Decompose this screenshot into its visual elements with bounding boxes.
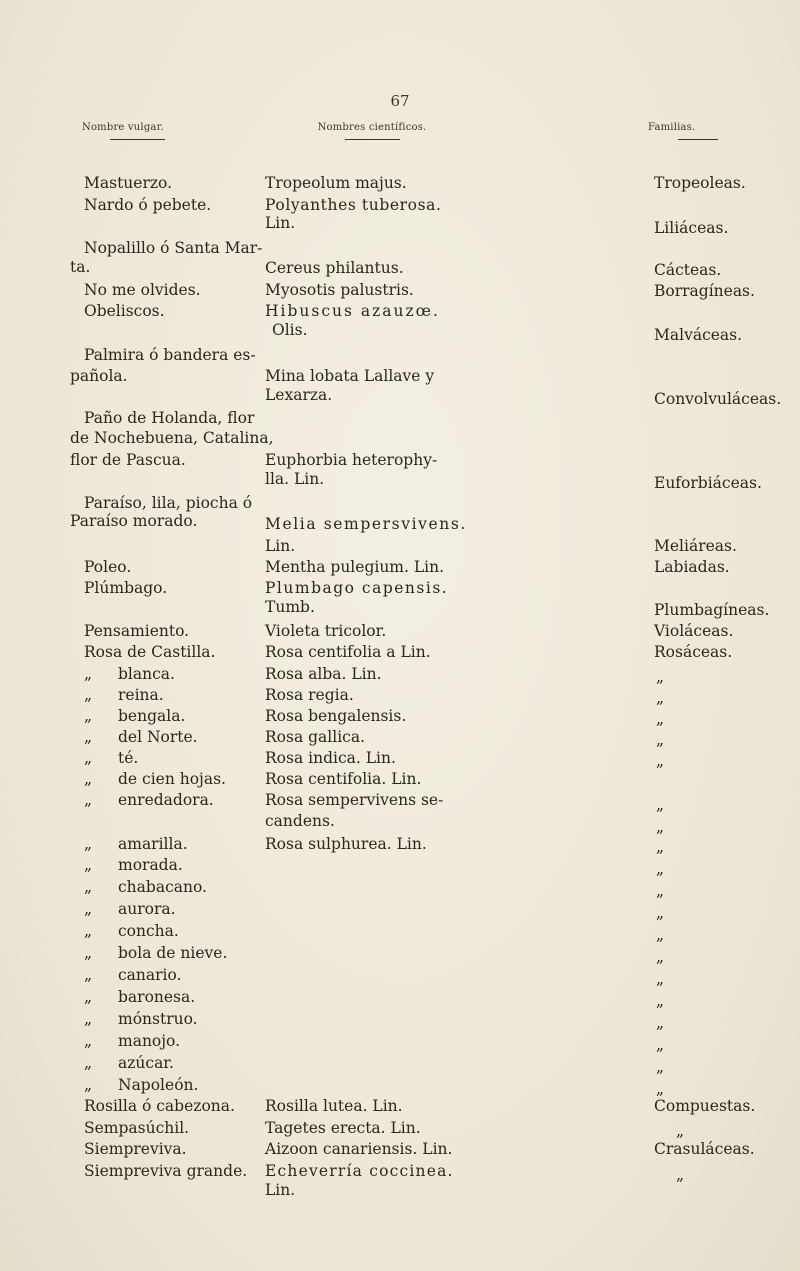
scientific-name: Tropeolum majus. [265, 174, 407, 192]
family-name: Cácteas. [654, 261, 722, 279]
variety-name: manojo. [118, 1032, 181, 1050]
scientific-name: Rosa centifolia. Lin. [265, 770, 422, 788]
scientific-name: Mentha pulegium. Lin. [265, 558, 445, 576]
common-name: Nardo ó pebete. [84, 196, 212, 214]
common-name-cont: de Nochebuena, Catalina, [70, 429, 274, 447]
ditto-mark: „ [84, 835, 93, 853]
family-name: Crasuláceas. [654, 1140, 755, 1158]
variety-name: bengala. [118, 707, 186, 725]
variety-name: canario. [118, 966, 182, 984]
family-name: Malváceas. [654, 326, 743, 344]
common-name: Paraíso, lila, piocha ó [84, 494, 253, 512]
scientific-name-cont: lla. Lin. [265, 470, 325, 488]
ditto-mark: „ [656, 926, 665, 944]
scientific-name: Plumbago capensis. [265, 579, 449, 597]
family-name: Meliáreas. [654, 537, 737, 555]
scientific-name: Euphorbia heterophy- [265, 451, 438, 469]
ditto-mark: „ [676, 1122, 685, 1140]
ditto-mark: „ [656, 689, 665, 707]
ditto-mark: „ [84, 1054, 93, 1072]
common-name-cont: pañola. [70, 367, 128, 385]
ditto-mark: „ [84, 944, 93, 962]
variety-name: mónstruo. [118, 1010, 198, 1028]
family-name: Rosáceas. [654, 643, 733, 661]
ditto-mark: „ [84, 728, 93, 746]
common-name: Plúmbago. [84, 579, 168, 597]
scientific-name-cont: Tumb. [265, 598, 315, 616]
variety-name: té. [118, 749, 139, 767]
scientific-name-cont: Lin. [265, 1181, 296, 1199]
scientific-name: Rosilla lutea. Lin. [265, 1097, 403, 1115]
common-name: Poleo. [84, 558, 132, 576]
ditto-mark: „ [656, 904, 665, 922]
ditto-mark: „ [84, 900, 93, 918]
variety-name: azúcar. [118, 1054, 174, 1072]
scientific-name: Echeverría coccinea. [265, 1162, 454, 1180]
variety-name: enredadora. [118, 791, 214, 809]
ditto-mark: „ [84, 791, 93, 809]
scientific-name-cont: Lin. [265, 537, 296, 555]
variety-name: Napoleón. [118, 1076, 199, 1094]
common-name: Rosilla ó cabezona. [84, 1097, 235, 1115]
ditto-mark: „ [656, 948, 665, 966]
common-name: Palmira ó bandera es- [84, 346, 256, 364]
variety-name: blanca. [118, 665, 175, 683]
variety-name: bola de nieve. [118, 944, 228, 962]
common-name: Siempreviva. [84, 1140, 187, 1158]
ditto-mark: „ [656, 992, 665, 1010]
common-name-cont: flor de Pascua. [70, 451, 186, 469]
common-name: Paño de Holanda, flor [84, 409, 255, 427]
ditto-mark: „ [656, 838, 665, 856]
variety-name: del Norte. [118, 728, 198, 746]
variety-name: aurora. [118, 900, 176, 918]
ditto-mark: „ [656, 710, 665, 728]
variety-name: morada. [118, 856, 183, 874]
ditto-mark: „ [656, 860, 665, 878]
header-family-label: Familias. [648, 122, 696, 133]
header-scientific-name-label: Nombres científicos. [317, 122, 427, 133]
scientific-name: Rosa alba. Lin. [265, 665, 382, 683]
family-name: Labiadas. [654, 558, 730, 576]
ditto-mark: „ [656, 1036, 665, 1054]
ditto-mark: „ [84, 770, 93, 788]
ditto-mark: „ [84, 1010, 93, 1028]
ditto-mark: „ [84, 922, 93, 940]
common-name: Rosa de Castilla. [84, 643, 216, 661]
scientific-name: Rosa bengalensis. [265, 707, 407, 725]
header-common-name-label: Nombre vulgar. [82, 122, 164, 133]
scientific-name: Myosotis palustris. [265, 281, 414, 299]
ditto-mark: „ [84, 749, 93, 767]
scientific-name: Cereus philantus. [265, 259, 404, 277]
scientific-name: Mina lobata Lallave y [265, 367, 435, 385]
scientific-name-cont: Lexarza. [265, 386, 333, 404]
ditto-mark: „ [656, 668, 665, 686]
common-name: Siempreviva grande. [84, 1162, 248, 1180]
ditto-mark: „ [676, 1166, 685, 1184]
scientific-name-cont: Lin. [265, 214, 296, 232]
scientific-name: Rosa sempervivens se- [265, 791, 444, 809]
variety-name: reina. [118, 686, 164, 704]
scientific-name: Rosa indica. Lin. [265, 749, 396, 767]
ditto-mark: „ [84, 686, 93, 704]
family-name: Borragíneas. [654, 282, 755, 300]
family-name: Euforbiáceas. [654, 474, 762, 492]
family-name: Compuestas. [654, 1097, 756, 1115]
scientific-name: Rosa gallica. [265, 728, 366, 746]
scientific-name: Rosa sulphurea. Lin. [265, 835, 427, 853]
ditto-mark: „ [656, 882, 665, 900]
family-name: Convolvuláceas. [654, 390, 782, 408]
scientific-name-cont: Olis. [272, 321, 308, 339]
ditto-mark: „ [84, 665, 93, 683]
common-name: Nopalillo ó Santa Mar- [84, 239, 263, 257]
common-name: Pensamiento. [84, 622, 190, 640]
ditto-mark: „ [84, 1076, 93, 1094]
scientific-name: Melia sempersvivens. [265, 515, 467, 533]
scientific-name: Rosa regia. [265, 686, 354, 704]
ditto-mark: „ [656, 1058, 665, 1076]
ditto-mark: „ [656, 1080, 665, 1098]
scientific-name: Polyanthes tuberosa. [265, 196, 442, 214]
scientific-name: Hibuscus azauzœ. [265, 302, 440, 320]
variety-name: baronesa. [118, 988, 196, 1006]
ditto-mark: „ [84, 1032, 93, 1050]
scientific-name: Aizoon canariensis. Lin. [265, 1140, 453, 1158]
ditto-mark: „ [656, 1014, 665, 1032]
variety-name: amarilla. [118, 835, 188, 853]
common-name: Mastuerzo. [84, 174, 173, 192]
scientific-name: Violeta tricolor. [265, 622, 387, 640]
common-name: Sempasúchil. [84, 1119, 190, 1137]
family-name: Liliáceas. [654, 219, 729, 237]
ditto-mark: „ [656, 731, 665, 749]
scientific-name: Rosa centifolia a Lin. [265, 643, 431, 661]
family-name: Plumbagíneas. [654, 601, 770, 619]
variety-name: de cien hojas. [118, 770, 226, 788]
ditto-mark: „ [84, 878, 93, 896]
ditto-mark: „ [656, 796, 665, 814]
variety-name: concha. [118, 922, 179, 940]
ditto-mark: „ [656, 752, 665, 770]
family-name: Tropeoleas. [654, 174, 746, 192]
family-name: Violáceas. [654, 622, 734, 640]
common-name: No me olvides. [84, 281, 201, 299]
ditto-mark: „ [656, 818, 665, 836]
ditto-mark: „ [656, 970, 665, 988]
scientific-name-cont: candens. [265, 812, 335, 830]
common-name-cont: Paraíso morado. [70, 512, 198, 530]
ditto-mark: „ [84, 707, 93, 725]
ditto-mark: „ [84, 988, 93, 1006]
page-number: 67 [390, 92, 410, 110]
common-name-cont: ta. [70, 258, 91, 276]
common-name: Obeliscos. [84, 302, 165, 320]
variety-name: chabacano. [118, 878, 207, 896]
ditto-mark: „ [84, 966, 93, 984]
ditto-mark: „ [84, 856, 93, 874]
scientific-name: Tagetes erecta. Lin. [265, 1119, 421, 1137]
